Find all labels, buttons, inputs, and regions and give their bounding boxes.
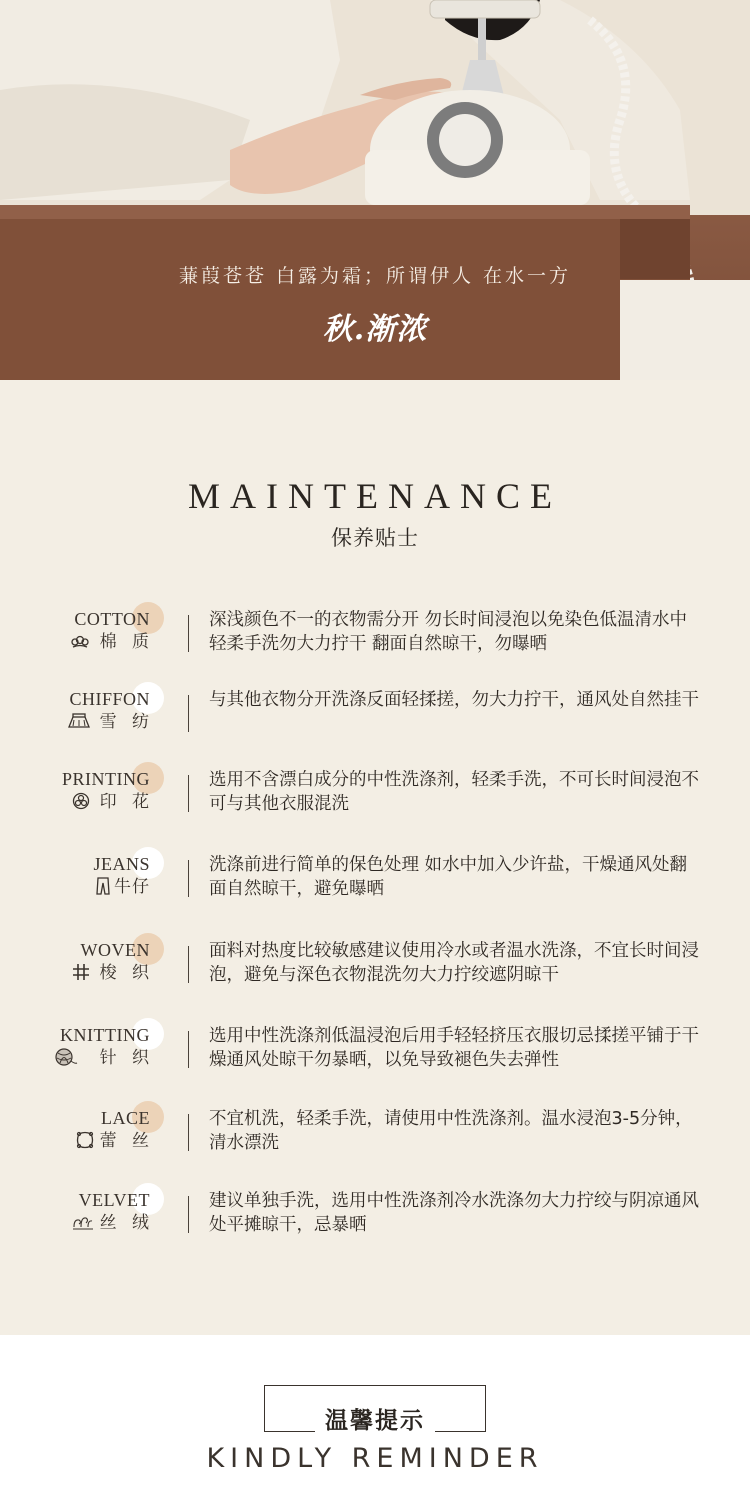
fabric-name-en: CHIFFON bbox=[69, 689, 150, 709]
care-item-printing bbox=[0, 768, 750, 828]
divider-line bbox=[188, 775, 189, 812]
yarn-ball-icon bbox=[54, 1048, 78, 1066]
woven-grid-icon bbox=[72, 963, 90, 981]
lace-icon bbox=[76, 1131, 94, 1149]
fabric-name-zh: 牛仔 bbox=[114, 877, 150, 897]
care-description: 洗涤前进行简单的保色处理 如水中加入少许盐，干燥通风处翻面自然晾干，避免曝晒 bbox=[209, 855, 688, 899]
care-item-velvet bbox=[0, 1189, 750, 1249]
care-description: 选用中性洗涤剂低温浸泡后用手轻轻挤压衣服切忌揉搓平铺于干燥通风处晾干勿暴晒，以免导致褪色失去弹性 bbox=[209, 1026, 699, 1070]
jeans-icon bbox=[96, 877, 110, 895]
fabric-name-zh: 针 织 bbox=[99, 1048, 154, 1068]
fabric-name-en: PRINTING bbox=[62, 769, 150, 789]
fabric-label bbox=[93, 853, 150, 913]
care-description: 选用不含漂白成分的中性洗涤剂，轻柔手洗，不可长时间浸泡不可与其他衣服混洗 bbox=[209, 770, 699, 814]
hero-tagline: 蒹葭苍苍 白露为霜；所谓伊人 在水一方 bbox=[178, 265, 572, 287]
fabric-name-zh: 雪 纺 bbox=[99, 712, 154, 732]
fabric-label bbox=[62, 768, 154, 828]
divider-line bbox=[188, 615, 189, 652]
chiffon-skirt-icon bbox=[68, 712, 90, 730]
fabric-name-en: JEANS bbox=[93, 854, 150, 874]
brand-logo: 秋.渐浓 bbox=[322, 312, 428, 347]
divider-line bbox=[188, 695, 189, 732]
divider-line bbox=[188, 860, 189, 897]
divider-line bbox=[188, 946, 189, 983]
fabric-label bbox=[76, 1107, 154, 1167]
care-description: 与其他衣物分开洗涤反面轻揉搓，勿大力拧干，通风处自然挂干 bbox=[209, 690, 699, 710]
velvet-swirl-icon bbox=[72, 1213, 94, 1231]
fabric-label bbox=[70, 608, 154, 668]
fabric-name-zh: 棉 质 bbox=[99, 632, 154, 652]
fabric-name-zh: 梭 织 bbox=[99, 963, 154, 983]
care-item-lace bbox=[0, 1107, 750, 1167]
fabric-name-en: VELVET bbox=[78, 1190, 150, 1210]
reminder-subtitle: KINDLY REMINDER bbox=[206, 1443, 544, 1474]
fabric-label bbox=[68, 688, 154, 748]
care-item-knitting bbox=[0, 1024, 750, 1084]
care-item-jeans bbox=[0, 853, 750, 913]
maintenance-section bbox=[0, 380, 750, 1335]
section-subtitle: 保养贴士 bbox=[331, 526, 419, 550]
cotton-flower-icon bbox=[70, 632, 90, 650]
fabric-label bbox=[72, 939, 154, 999]
fabric-label bbox=[54, 1024, 154, 1084]
care-item-woven bbox=[0, 939, 750, 999]
fabric-name-en: KNITTING bbox=[60, 1025, 150, 1045]
care-description: 面料对热度比较敏感建议使用冷水或者温水洗涤，不宜长时间浸泡，避免与深色衣物混洗勿大力拧绞遮阴晾干 bbox=[209, 941, 699, 985]
fabric-name-zh: 印 花 bbox=[99, 792, 154, 812]
divider-line bbox=[188, 1196, 189, 1233]
care-description: 不宜机洗，轻柔手洗，请使用中性洗涤剂。温水浸泡3-5分钟，清水漂洗 bbox=[209, 1109, 693, 1153]
reminder-title: 温馨提示 bbox=[315, 1408, 435, 1434]
fabric-name-en: COTTON bbox=[74, 609, 150, 629]
reminder-section bbox=[0, 1335, 750, 1500]
care-item-cotton bbox=[0, 608, 750, 668]
fabric-name-en: WOVEN bbox=[80, 940, 150, 960]
divider-line bbox=[188, 1031, 189, 1068]
fabric-name-en: LACE bbox=[101, 1108, 150, 1128]
care-description: 深浅颜色不一的衣物需分开 勿长时间浸泡以免染色低温清水中轻柔手洗勿大力拧干 翻面自然晾干，勿曝晒 bbox=[209, 610, 688, 654]
care-description: 建议单独手洗，选用中性洗涤剂冷水洗涤勿大力拧绞与阴凉通风处平摊晾干，忌暴晒 bbox=[209, 1191, 699, 1235]
section-title: MAINTENANCE bbox=[188, 476, 562, 516]
fabric-name-zh: 丝 绒 bbox=[99, 1213, 154, 1233]
fabric-name-zh: 蕾 丝 bbox=[99, 1131, 154, 1151]
print-flower-icon bbox=[72, 792, 90, 810]
fabric-label bbox=[72, 1189, 154, 1249]
divider-line bbox=[188, 1114, 189, 1151]
hero-banner bbox=[0, 0, 750, 380]
care-item-chiffon bbox=[0, 688, 750, 748]
